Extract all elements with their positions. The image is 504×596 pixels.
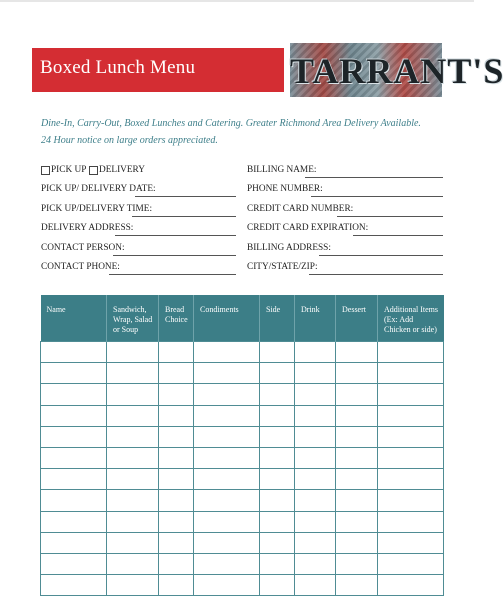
table-cell[interactable] — [336, 553, 378, 574]
table-cell[interactable] — [378, 469, 444, 490]
table-cell[interactable] — [41, 447, 107, 468]
table-cell[interactable] — [295, 575, 336, 596]
delivery-checkbox[interactable] — [89, 166, 98, 175]
table-cell[interactable] — [41, 426, 107, 447]
table-cell[interactable] — [107, 469, 159, 490]
top-divider — [0, 0, 474, 2]
table-cell[interactable] — [107, 511, 159, 532]
table-cell[interactable] — [260, 342, 295, 363]
city-state-zip-line[interactable] — [309, 274, 443, 275]
table-cell[interactable] — [336, 363, 378, 384]
table-cell[interactable] — [159, 575, 194, 596]
header-condiments: Condiments — [194, 295, 260, 342]
table-cell[interactable] — [378, 575, 444, 596]
table-cell[interactable] — [260, 447, 295, 468]
table-cell[interactable] — [159, 532, 194, 553]
table-cell[interactable] — [159, 469, 194, 490]
delivery-address-label: DELIVERY ADDRESS: — [41, 223, 134, 233]
table-cell[interactable] — [295, 384, 336, 405]
table-cell[interactable] — [260, 426, 295, 447]
table-cell[interactable] — [194, 575, 260, 596]
pickup-delivery-date-line[interactable] — [135, 196, 236, 197]
phone-number-label: PHONE NUMBER: — [247, 184, 323, 194]
phone-number-line[interactable] — [311, 196, 443, 197]
contact-phone-line[interactable] — [109, 274, 236, 275]
delivery-label: DELIVERY — [99, 165, 145, 175]
table-cell[interactable] — [260, 532, 295, 553]
table-cell[interactable] — [260, 553, 295, 574]
contact-person-label: CONTACT PERSON: — [41, 243, 125, 253]
table-cell[interactable] — [107, 490, 159, 511]
table-cell[interactable] — [107, 363, 159, 384]
table-cell[interactable] — [159, 511, 194, 532]
city-state-zip-field — [247, 262, 443, 276]
city-state-zip-label: CITY/STATE/ZIP: — [247, 262, 318, 272]
intro-line-services: Dine-In, Carry-Out, Boxed Lunches and Catering. Greater Richmond Area Delivery Available. — [41, 118, 421, 129]
delivery-address-line[interactable] — [115, 235, 236, 236]
header-sandwich: Sandwich, Wrap, Salad or Soup — [107, 295, 159, 342]
table-cell[interactable] — [378, 384, 444, 405]
credit-card-number-line[interactable] — [337, 216, 443, 217]
contact-phone-label: CONTACT PHONE: — [41, 262, 120, 272]
table-cell[interactable] — [159, 490, 194, 511]
table-cell[interactable] — [336, 426, 378, 447]
table-cell[interactable] — [295, 405, 336, 426]
table-cell[interactable] — [260, 384, 295, 405]
billing-name-label: BILLING NAME: — [247, 165, 317, 175]
table-cell[interactable] — [41, 384, 107, 405]
table-cell[interactable] — [107, 447, 159, 468]
table-cell[interactable] — [194, 553, 260, 574]
table-cell[interactable] — [41, 490, 107, 511]
table-cell[interactable] — [295, 363, 336, 384]
table-cell[interactable] — [159, 363, 194, 384]
header-drink: Drink — [295, 295, 336, 342]
table-cell[interactable] — [107, 405, 159, 426]
phone-number-field — [247, 184, 443, 198]
table-row — [41, 342, 444, 363]
table-cell[interactable] — [378, 447, 444, 468]
table-cell[interactable] — [107, 532, 159, 553]
form-title: Boxed Lunch Menu — [40, 57, 196, 78]
pickup-delivery-date-field — [41, 184, 236, 198]
pickup-delivery-time-field — [41, 204, 236, 218]
table-cell[interactable] — [194, 426, 260, 447]
credit-card-expiration-line[interactable] — [353, 235, 443, 236]
table-row — [41, 447, 444, 468]
table-cell[interactable] — [295, 532, 336, 553]
billing-address-label: BILLING ADDRESS: — [247, 243, 331, 253]
table-cell[interactable] — [107, 342, 159, 363]
table-cell[interactable] — [260, 363, 295, 384]
table-cell[interactable] — [336, 575, 378, 596]
table-cell[interactable] — [378, 363, 444, 384]
order-table-body — [41, 342, 444, 596]
table-row — [41, 490, 444, 511]
table-cell[interactable] — [194, 511, 260, 532]
header-additional-items: Additional Items (Ex: Add Chicken or side) — [378, 295, 444, 342]
credit-card-number-field — [247, 204, 443, 218]
table-cell[interactable] — [260, 575, 295, 596]
table-cell[interactable] — [295, 447, 336, 468]
pickup-delivery-time-label: PICK UP/DELIVERY TIME: — [41, 204, 153, 214]
table-row — [41, 426, 444, 447]
table-cell[interactable] — [378, 553, 444, 574]
pickup-label: PICK UP — [51, 165, 87, 175]
table-cell[interactable] — [336, 511, 378, 532]
table-cell[interactable] — [378, 511, 444, 532]
tarrants-logo — [290, 43, 504, 97]
table-cell[interactable] — [41, 363, 107, 384]
table-cell[interactable] — [41, 469, 107, 490]
table-cell[interactable] — [378, 532, 444, 553]
table-cell[interactable] — [194, 342, 260, 363]
table-cell[interactable] — [260, 405, 295, 426]
pickup-checkbox[interactable] — [41, 166, 50, 175]
table-header-row — [41, 295, 444, 342]
table-cell[interactable] — [159, 426, 194, 447]
contact-person-field — [41, 243, 236, 257]
table-cell[interactable] — [378, 426, 444, 447]
table-row — [41, 469, 444, 490]
credit-card-expiration-label: CREDIT CARD EXPIRATION: — [247, 223, 369, 233]
table-cell[interactable] — [336, 405, 378, 426]
table-cell[interactable] — [260, 511, 295, 532]
table-cell[interactable] — [295, 426, 336, 447]
logo-text: TARRANT'S — [290, 51, 504, 91]
table-cell[interactable] — [159, 384, 194, 405]
table-row — [41, 575, 444, 596]
delivery-address-field — [41, 223, 236, 237]
table-cell[interactable] — [41, 511, 107, 532]
table-row — [41, 532, 444, 553]
table-cell[interactable] — [295, 342, 336, 363]
billing-name-line[interactable] — [305, 177, 443, 178]
pickup-delivery-time-line[interactable] — [132, 216, 236, 217]
pickup-delivery-date-label: PICK UP/ DELIVERY DATE: — [41, 184, 156, 194]
billing-name-field — [247, 165, 443, 179]
table-cell[interactable] — [41, 553, 107, 574]
intro-line-notice: 24 Hour notice on large orders appreciated. — [41, 135, 218, 146]
table-row — [41, 553, 444, 574]
table-cell[interactable] — [295, 511, 336, 532]
header-dessert: Dessert — [336, 295, 378, 342]
order-type-row — [41, 165, 241, 179]
table-row — [41, 511, 444, 532]
table-cell[interactable] — [295, 553, 336, 574]
table-cell[interactable] — [194, 405, 260, 426]
contact-person-line[interactable] — [113, 255, 236, 256]
table-cell[interactable] — [336, 447, 378, 468]
table-cell[interactable] — [378, 490, 444, 511]
table-cell[interactable] — [107, 575, 159, 596]
table-cell[interactable] — [159, 405, 194, 426]
credit-card-number-label: CREDIT CARD NUMBER: — [247, 204, 354, 214]
table-cell[interactable] — [260, 490, 295, 511]
table-cell[interactable] — [336, 490, 378, 511]
table-cell[interactable] — [107, 553, 159, 574]
order-table — [40, 295, 443, 576]
table-cell[interactable] — [336, 342, 378, 363]
table-cell[interactable] — [41, 575, 107, 596]
billing-address-line[interactable] — [319, 255, 443, 256]
table-cell[interactable] — [41, 405, 107, 426]
billing-address-field — [247, 243, 443, 257]
table-cell[interactable] — [194, 447, 260, 468]
table-cell[interactable] — [107, 384, 159, 405]
header-side: Side — [260, 295, 295, 342]
table-cell[interactable] — [194, 363, 260, 384]
table-cell[interactable] — [41, 532, 107, 553]
table-cell[interactable] — [194, 469, 260, 490]
table-row — [41, 405, 444, 426]
table-cell[interactable] — [159, 342, 194, 363]
table-cell[interactable] — [260, 469, 295, 490]
table-cell[interactable] — [378, 342, 444, 363]
table-cell[interactable] — [194, 532, 260, 553]
table-row — [41, 384, 444, 405]
credit-card-expiration-field — [247, 223, 443, 237]
table-cell[interactable] — [295, 469, 336, 490]
table-cell[interactable] — [295, 490, 336, 511]
table-cell[interactable] — [159, 447, 194, 468]
table-cell[interactable] — [41, 342, 107, 363]
table-cell[interactable] — [336, 469, 378, 490]
header-bread-choice: Bread Choice — [159, 295, 194, 342]
table-row — [41, 363, 444, 384]
table-cell[interactable] — [336, 384, 378, 405]
contact-phone-field — [41, 262, 236, 276]
table-cell[interactable] — [336, 532, 378, 553]
table-cell[interactable] — [107, 426, 159, 447]
header-name: Name — [41, 295, 107, 342]
table-cell[interactable] — [194, 384, 260, 405]
table-cell[interactable] — [159, 553, 194, 574]
table-cell[interactable] — [194, 490, 260, 511]
table-cell[interactable] — [378, 405, 444, 426]
